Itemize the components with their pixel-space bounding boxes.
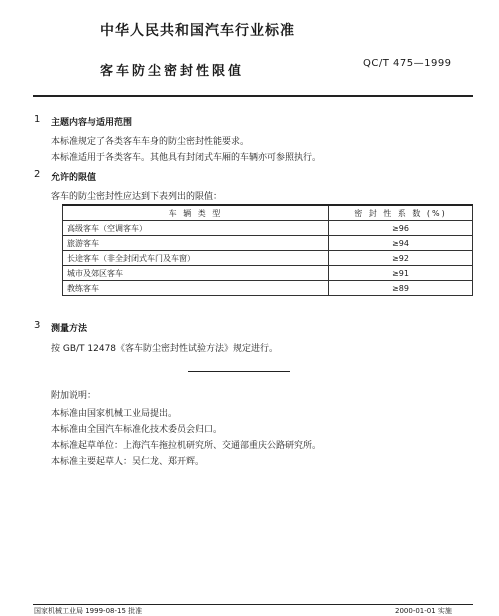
header-divider [33, 95, 473, 97]
vehicle-type-cell: 旅游客车 [63, 236, 329, 251]
section-1-paragraph: 本标准规定了各类客车车身的防尘密封性能要求。 [51, 137, 250, 147]
vehicle-type-cell: 高级客车（空调客车） [63, 221, 329, 236]
coefficient-cell: ≥96 [329, 221, 473, 236]
coefficient-cell: ≥92 [329, 251, 473, 266]
coefficient-cell: ≥91 [329, 266, 473, 281]
column-header-vehicle-type: 车 辆 类 型 [63, 205, 329, 221]
vehicle-type-cell: 教练客车 [63, 281, 329, 296]
table-row [63, 221, 473, 236]
column-header-sealing-coefficient: 密 封 性 系 数 (%) [329, 205, 473, 221]
notes-line: 本标准起草单位：上海汽车拖拉机研究所、交通部重庆公路研究所。 [51, 441, 322, 451]
table-row [63, 251, 473, 266]
document-title: 客车防尘密封性限值 [100, 64, 245, 79]
vehicle-type-cell: 城市及郊区客车 [63, 266, 329, 281]
limits-table [62, 204, 473, 296]
table-row [63, 266, 473, 281]
notes-line: 本标准主要起草人：吴仁龙、郑开辉。 [51, 457, 205, 467]
section-2-intro: 客车的防尘密封性应达到下表列出的限值： [51, 192, 223, 202]
approval-date: 国家机械工业局 1999-08-15 批准 [34, 607, 143, 615]
footer-divider [33, 604, 473, 605]
section-1-title: 主题内容与适用范围 [51, 118, 133, 128]
section-3-number: 3 [34, 320, 41, 331]
notes-line: 本标准由国家机械工业局提出。 [51, 409, 178, 419]
table-header-row [63, 205, 473, 221]
section-1-number: 1 [34, 114, 41, 125]
coefficient-cell: ≥94 [329, 236, 473, 251]
notes-title: 附加说明： [51, 391, 97, 401]
section-1-paragraph: 本标准适用于各类客车。其他具有封闭式车厢的车辆亦可参照执行。 [51, 153, 322, 163]
end-of-text-rule [188, 371, 290, 372]
implementation-date: 2000-01-01 实施 [395, 607, 452, 615]
section-2-number: 2 [34, 169, 41, 180]
coefficient-cell: ≥89 [329, 281, 473, 296]
vehicle-type-cell: 长途客车（非全封闭式车门及车窗） [63, 251, 329, 266]
section-2-title: 允许的限值 [51, 173, 97, 183]
section-3-title: 测量方法 [51, 324, 88, 334]
table-row [63, 281, 473, 296]
org-title: 中华人民共和国汽车行业标准 [100, 23, 295, 39]
notes-line: 本标准由全国汽车标准化技术委员会归口。 [51, 425, 223, 435]
table-row [63, 236, 473, 251]
standard-number: QC/T 475—1999 [363, 58, 452, 69]
section-3-paragraph: 按 GB/T 12478《客车防尘密封性试验方法》规定进行。 [51, 344, 279, 354]
